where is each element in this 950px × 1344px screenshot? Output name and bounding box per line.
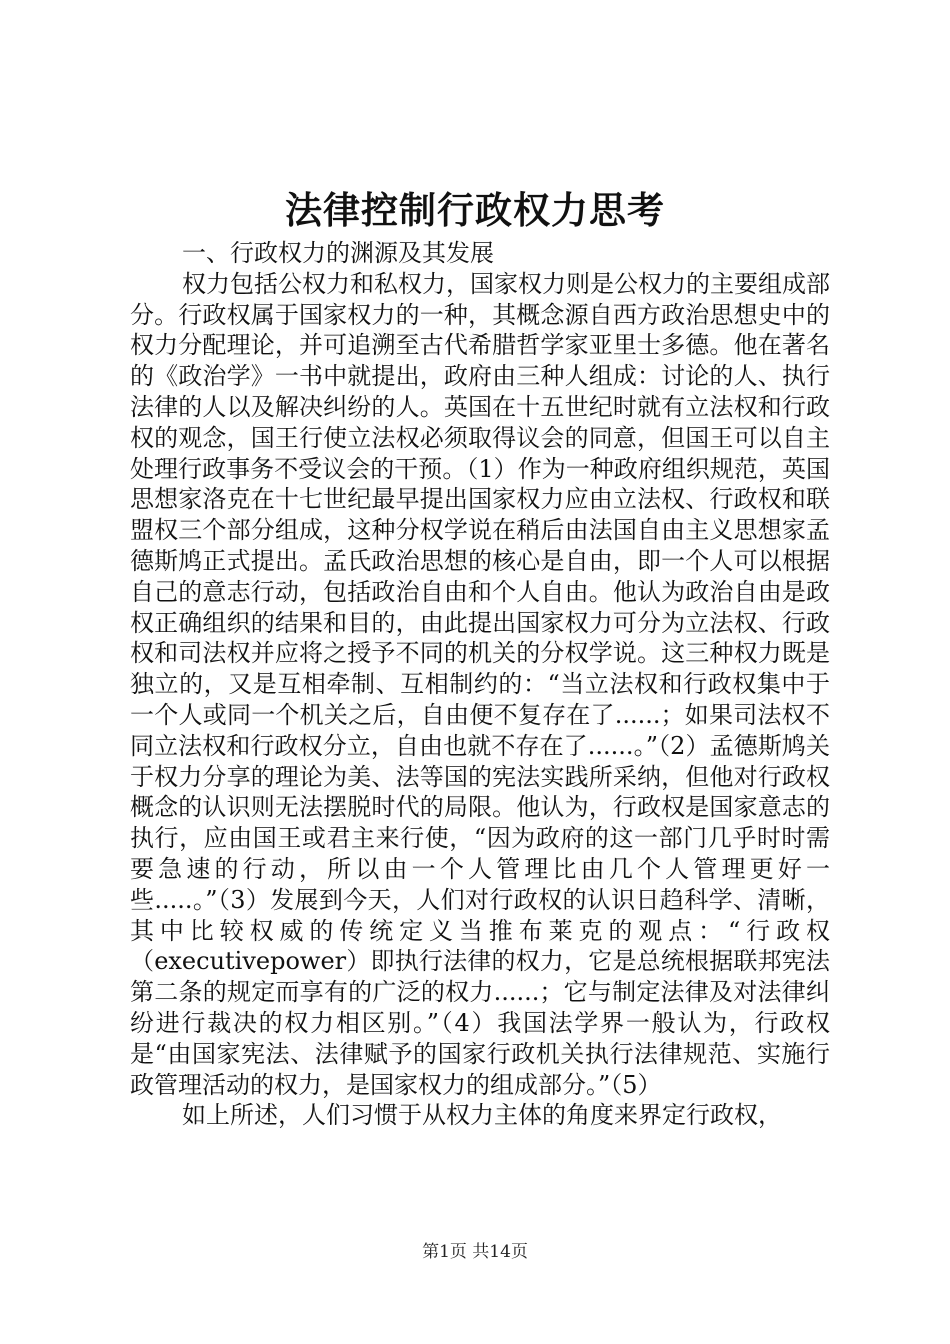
total-prefix: 共 — [472, 1242, 490, 1262]
page-number: 1 — [439, 1242, 450, 1262]
section-heading: 一、行政权力的渊源及其发展 — [182, 239, 494, 267]
document-body — [130, 238, 830, 1131]
total-pages: 14 — [489, 1242, 511, 1262]
page-prefix: 第 — [422, 1242, 440, 1262]
document-title: 法律控制行政权力思考 — [285, 188, 665, 232]
paragraph-1: 权力包括公权力和私权力，国家权力则是公权力的主要组成部分。行政权属于国家权力的一种，其概念源自西方政治思想史中的权力分配理论，并可追溯至古代希腊哲学家亚里士多德。他在著名的《政治学》一书中就提出，政府由三种人组成：讨论的人、执行法律的人以及解决纠纷的人。英国在十五世纪时就有立法权和行政权的观念，国王行使立法权必须取得议会的同意，但国王可以自主处理行政事务不受议会的干预。（1）作为一种政府组织规范，英国思想家洛克在十七世纪最早提出国家权力应由立法权、行政权和联盟权三个部分组成，这种分权学说在稍后由法国自由主义思想家孟德斯鸠正式提出。孟氏政治思想的核心是自由，即一个人可以根据自己的意志行动，包括政治自由和个人自由。他认为政治自由是政权正确组织的结果和目的，由此提出国家权力可分为立法权、行政权和司法权并应将之授予不同的机关的分权学说。这三种权力既是独立的，又是互相牵制、互相制约的：“当立法权和行政权集中于一个人或同一个机关之后，自由便不复存在了......；如果司法权不同立法权和行政权分立，自由也就不存在了......。”（2）孟德斯鸠关于权力分享的理论为美、法等国的宪法实践所采纳，但他对行政权概念的认识则无法摆脱时代的局限。他认为，行政权是国家意志的执行，应由国王或君主来行使，“因为政府的这一部门几乎时时需要急速的行动，所以由一个人管理比由几个人管理更好一些.....。”（3）发展到今天，人们对行政权的认识日趋科学、清晰，其中比较权威的传统定义当推布莱克的观点：“行政权（executivepower）即执行法律的权力，它是总统根据联邦宪法第二条的规定而享有的广泛的权力......；它与制定法律及对法律纠纷进行裁决的权力相区别。”（4）我国法学界一般认为，行政权是“由国家宪法、法律赋予的国家行政机关执行法律规范、实施行政管理活动的权力，是国家权力的组成部分。”（5） — [130, 269, 830, 1099]
page-unit: 页 — [449, 1242, 467, 1262]
paragraph-2: 如上所述，人们习惯于从权力主体的角度来界定行政权， — [182, 1101, 782, 1130]
total-unit: 页 — [510, 1242, 528, 1262]
page-footer — [0, 1240, 950, 1264]
